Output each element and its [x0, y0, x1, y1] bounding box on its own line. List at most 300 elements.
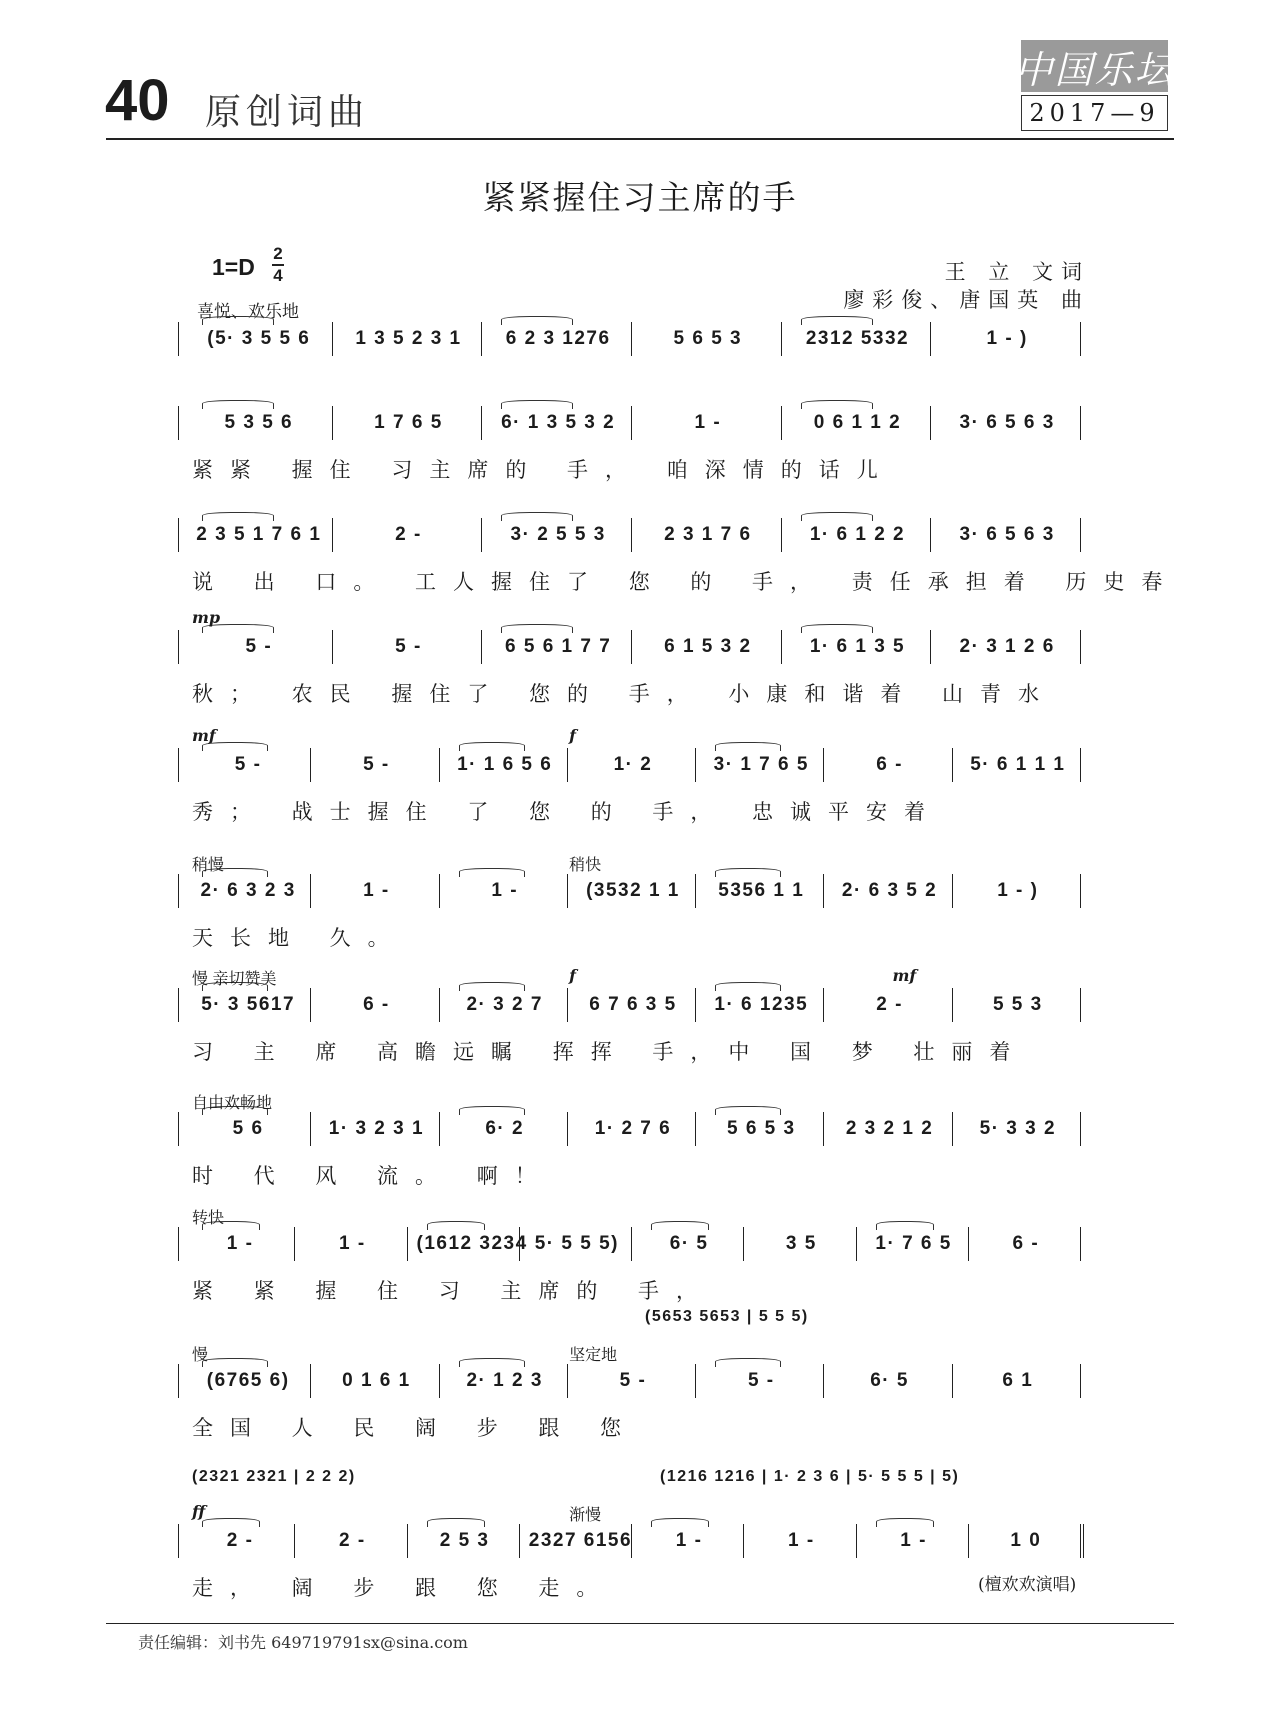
magazine-logo: 中国乐坛 — [1021, 40, 1168, 92]
measure-notes: 5 - — [363, 754, 390, 775]
slur — [876, 1221, 934, 1230]
measure — [192, 880, 304, 902]
barline — [1080, 1364, 1081, 1398]
measure — [416, 1233, 528, 1255]
measure-notes: 5 3 5 6 — [224, 412, 294, 433]
measure — [791, 636, 925, 658]
measure-notes: 3· 2 5 5 3 — [510, 524, 606, 545]
barline — [1080, 1227, 1081, 1261]
ossia-line-2: (1216 1216 | 1· 2 3 6 | 5· 5 5 5 | 5) — [660, 1468, 960, 1485]
measure-notes: 2· 6 3 2 3 — [200, 880, 296, 901]
barline — [178, 874, 179, 908]
measure — [577, 754, 689, 776]
measure — [962, 754, 1074, 776]
measure-notes: 1 - — [900, 1530, 927, 1551]
barline — [1080, 1524, 1090, 1558]
barline — [294, 1227, 295, 1261]
measure-notes: 5· 3 3 2 — [979, 1118, 1057, 1139]
slur — [801, 400, 873, 409]
measure — [577, 1118, 689, 1140]
dynamic-marking: mf — [192, 726, 216, 745]
footer-rule — [106, 1623, 1174, 1624]
measure-notes: 3· 1 7 6 5 — [713, 754, 809, 775]
barline — [178, 630, 179, 664]
measure — [866, 1530, 962, 1552]
measure — [320, 1370, 432, 1392]
lyrics-line: 走， 阔 步 跟 您 走。 — [192, 1576, 615, 1600]
measure — [641, 1233, 737, 1255]
measure — [705, 1370, 817, 1392]
measure — [491, 524, 625, 546]
barline — [930, 322, 931, 356]
measure — [753, 1530, 849, 1552]
slur — [501, 512, 573, 521]
tempo-direction: 坚定地 — [569, 1347, 618, 1364]
measure — [705, 880, 817, 902]
issue-number: 2017—9 — [1021, 95, 1168, 131]
dynamic-marking: ff — [192, 1502, 206, 1521]
slur — [427, 1221, 485, 1230]
measure — [705, 1118, 817, 1140]
lyrics-line: 紧 紧 握 住 习 主席的 手， — [192, 1279, 715, 1303]
measure-notes: 5 - — [245, 636, 273, 657]
barline — [178, 988, 179, 1022]
measure-notes: 1 - ) — [997, 880, 1039, 901]
measure — [791, 412, 925, 434]
measure-notes: 1 - — [339, 1233, 366, 1254]
measure-notes: 5 5 3 — [992, 994, 1043, 1015]
singer-credit: (檀欢欢演唱) — [978, 1575, 1077, 1595]
measure — [320, 880, 432, 902]
barline — [439, 748, 440, 782]
barline — [407, 1227, 408, 1261]
barline — [743, 1227, 744, 1261]
slur — [427, 1518, 485, 1527]
lyrics-line: 时 代 风 流。 啊！ — [192, 1164, 553, 1188]
barline — [178, 1227, 179, 1261]
time-bottom: 4 — [273, 266, 283, 285]
barline — [407, 1524, 408, 1558]
barline — [332, 518, 333, 552]
lyricist-credit: 王 立 文词 — [944, 260, 1090, 284]
barline — [631, 406, 632, 440]
barline — [695, 874, 696, 908]
barline — [856, 1227, 857, 1261]
slur — [651, 1518, 709, 1527]
tempo-direction: 渐慢 — [569, 1507, 602, 1524]
barline — [332, 630, 333, 664]
measure-notes: 3 5 — [785, 1233, 817, 1254]
measure-notes: 1· 2 7 6 — [594, 1118, 672, 1139]
barline — [567, 1112, 568, 1146]
barline — [823, 748, 824, 782]
measure — [962, 994, 1074, 1016]
header-rule — [106, 138, 1174, 140]
slur — [459, 868, 525, 877]
barline — [567, 1364, 568, 1398]
measure-notes: 2· 1 2 3 — [466, 1370, 543, 1391]
measure-notes: 5 6 5 3 — [673, 328, 743, 349]
slur — [715, 742, 781, 751]
barline — [178, 406, 179, 440]
measure — [192, 636, 326, 658]
lyrics-line: 全国 人 民 阔 步 跟 您 — [192, 1416, 639, 1440]
measure — [342, 636, 476, 658]
barline — [567, 988, 568, 1022]
measure-notes: 1· 6 1235 — [714, 994, 809, 1015]
measure-notes: 3· 6 5 6 3 — [959, 524, 1055, 545]
measure-notes: 6 - — [363, 994, 390, 1015]
dynamic-marking: mp — [192, 608, 221, 627]
measure-notes: (6765 6) — [206, 1370, 290, 1391]
barline — [631, 1524, 632, 1558]
dynamic-marking: mf — [892, 966, 917, 985]
barline — [178, 322, 179, 356]
barline — [332, 406, 333, 440]
barline — [695, 1364, 696, 1398]
measure — [491, 412, 625, 434]
measure-notes: 2· 3 1 2 6 — [959, 636, 1055, 657]
lyrics-line: 紧紧 握住 习主席的 手， 咱深情的话儿 — [192, 458, 895, 482]
barline — [178, 518, 179, 552]
measure — [192, 524, 326, 546]
measure-notes: 6 7 6 3 5 — [589, 994, 677, 1015]
barline — [952, 1112, 953, 1146]
barline — [1080, 406, 1081, 440]
measure-notes: 5 6 — [232, 1118, 264, 1139]
ossia-line: (2321 2321 | 2 2 2) — [192, 1468, 356, 1485]
measure-notes: 6 5 6 1 7 7 — [505, 636, 612, 657]
measure-notes: 5 - — [619, 1370, 647, 1391]
measure-notes: 2· 6 3 5 2 — [841, 880, 938, 901]
lyrics-line: 天长地 久。 — [192, 926, 406, 950]
measure-notes: 5 - — [395, 636, 422, 657]
barline — [823, 988, 824, 1022]
barline — [1080, 322, 1081, 356]
measure — [833, 880, 945, 902]
measure — [978, 1530, 1074, 1552]
measure-notes: 2 3 2 1 2 — [845, 1118, 934, 1139]
slur — [459, 982, 525, 991]
measure-notes: 1 3 5 2 3 1 — [355, 328, 462, 349]
measure-notes: 1 - — [675, 1530, 703, 1551]
barline — [631, 322, 632, 356]
barline — [310, 1112, 311, 1146]
slur — [202, 400, 274, 409]
tempo-direction: 稍快 — [569, 857, 602, 874]
lyrics-line: 秀； 战士握住 了 您 的 手， 忠诚平安着 — [192, 800, 943, 824]
tempo-direction: 转快 — [192, 1210, 225, 1227]
slur — [501, 400, 573, 409]
barline — [631, 630, 632, 664]
barline — [519, 1524, 520, 1558]
measure — [192, 1530, 288, 1552]
barline — [310, 1364, 311, 1398]
measure-notes: (3532 1 1 — [586, 880, 680, 901]
measure-notes: 2 5 3 — [439, 1530, 490, 1551]
tempo-direction: 自由欢畅地 — [192, 1095, 273, 1112]
barline — [930, 518, 931, 552]
barline — [856, 1524, 857, 1558]
measure — [304, 1530, 400, 1552]
slur — [801, 512, 873, 521]
barline — [439, 988, 440, 1022]
measure-notes: 2 - — [226, 1530, 254, 1551]
slur — [876, 1518, 934, 1527]
slur — [202, 1518, 260, 1527]
measure-notes: 6 2 3 1276 — [505, 328, 611, 349]
measure — [449, 880, 561, 902]
barline — [695, 1112, 696, 1146]
lyrics-line: 说 出 口。 工人握住了 您 的 手， 责任承担着 历史春 — [192, 570, 1180, 594]
measure — [791, 524, 925, 546]
barline — [481, 322, 482, 356]
measure — [705, 754, 817, 776]
measure — [641, 524, 775, 546]
measure — [962, 1370, 1074, 1392]
barline — [481, 518, 482, 552]
tempo-direction: 慢 — [192, 1347, 209, 1364]
measure-notes: 2 3 1 7 6 — [664, 524, 752, 545]
barline — [481, 406, 482, 440]
measure-notes: 6 1 — [1002, 1370, 1034, 1391]
barline — [781, 518, 782, 552]
measure-notes: 6· 2 — [485, 1118, 525, 1139]
measure-notes: 2312 5332 — [805, 328, 910, 349]
measure-notes: 1 - — [226, 1233, 254, 1254]
measure — [577, 880, 689, 902]
measure-notes: 2· 3 2 7 — [466, 994, 543, 1015]
barline — [952, 1364, 953, 1398]
measure — [641, 1530, 737, 1552]
measure — [320, 994, 432, 1016]
editor-credit: 责任编辑：刘书先 649719791sx@sina.com — [138, 1633, 468, 1652]
slur — [459, 1358, 525, 1367]
ossia-line: (5653 5653 | 5 5 5) — [645, 1308, 809, 1325]
measure — [791, 328, 925, 350]
measure — [449, 1370, 561, 1392]
barline — [567, 874, 568, 908]
slur — [202, 512, 274, 521]
key-signature: 1=D — [212, 254, 255, 280]
barline — [695, 988, 696, 1022]
song-title: 紧紧握住习主席的手 — [482, 178, 798, 217]
barline — [930, 406, 931, 440]
slur — [715, 982, 781, 991]
measure-notes: 6· 5 — [669, 1233, 709, 1254]
measure-notes: 2327 6156 — [528, 1530, 633, 1551]
measure — [342, 412, 476, 434]
slur — [501, 316, 573, 325]
barline — [952, 748, 953, 782]
barline — [968, 1524, 969, 1558]
measure-notes: 5 6 5 3 — [726, 1118, 796, 1139]
measure-notes: 1· 3 2 3 1 — [328, 1118, 425, 1139]
measure — [192, 754, 304, 776]
slur — [459, 1106, 525, 1115]
composer-credit: 廖彩俊、唐国英 曲 — [843, 288, 1090, 312]
measure — [192, 1233, 288, 1255]
measure-notes: 0 1 6 1 — [342, 1370, 411, 1391]
slur — [202, 1358, 268, 1367]
measure-notes: 1 - ) — [986, 328, 1028, 349]
measure — [449, 754, 561, 776]
dynamic-marking: f — [569, 726, 577, 745]
slur — [501, 624, 573, 633]
measure — [940, 328, 1074, 350]
barline — [1080, 874, 1081, 908]
barline — [519, 1227, 520, 1261]
measure — [866, 1233, 962, 1255]
measure — [833, 1370, 945, 1392]
time-top: 2 — [273, 244, 283, 263]
barline — [781, 630, 782, 664]
measure-notes: 6· 1 3 5 3 2 — [501, 412, 616, 433]
measure — [342, 328, 476, 350]
measure-notes: 5· 5 5 5) — [534, 1233, 619, 1254]
barline — [823, 1112, 824, 1146]
measure — [705, 994, 817, 1016]
barline — [952, 874, 953, 908]
measure-notes: (5· 3 5 5 6 — [207, 328, 311, 349]
barline — [1080, 748, 1081, 782]
measure — [833, 1118, 945, 1140]
barline — [178, 1524, 179, 1558]
slur — [202, 316, 274, 325]
barline — [1080, 518, 1081, 552]
barline — [310, 874, 311, 908]
barline — [439, 874, 440, 908]
measure — [528, 1530, 633, 1552]
slur — [715, 1358, 781, 1367]
measure-notes: 1· 1 6 5 6 — [457, 754, 553, 775]
measure — [304, 1233, 400, 1255]
measure — [940, 636, 1074, 658]
measure — [940, 412, 1074, 434]
tempo-direction: 稍慢 — [192, 857, 225, 874]
measure-notes: 1 - — [694, 412, 722, 433]
measure — [529, 1233, 625, 1255]
measure-notes: 6· 5 — [870, 1370, 909, 1391]
slur — [801, 316, 873, 325]
barline — [930, 630, 931, 664]
measure — [417, 1530, 513, 1552]
measure-notes: 1 0 — [1010, 1530, 1042, 1551]
measure-notes: 2 3 5 1 7 6 1 — [196, 524, 322, 545]
measure-notes: 6 - — [1012, 1233, 1040, 1254]
barline — [1080, 630, 1081, 664]
measure — [342, 524, 476, 546]
measure-notes: 6 - — [876, 754, 903, 775]
barline — [294, 1524, 295, 1558]
measure-notes: 1· 2 — [613, 754, 653, 775]
lyrics-line: 秋； 农民 握住了 您的 手， 小康和谐着 山青水 — [192, 682, 1057, 706]
measure — [491, 636, 625, 658]
barline — [952, 988, 953, 1022]
slur — [715, 868, 781, 877]
measure — [641, 412, 775, 434]
barline — [567, 748, 568, 782]
measure — [978, 1233, 1074, 1255]
measure-notes: 1 7 6 5 — [374, 412, 443, 433]
barline — [310, 988, 311, 1022]
slur — [459, 742, 525, 751]
measure — [192, 1118, 304, 1140]
measure — [192, 994, 304, 1016]
lyrics-line: 习 主 席 高瞻远瞩 挥挥 手，中 国 梦 壮丽着 — [192, 1040, 1028, 1064]
measure — [753, 1233, 849, 1255]
barline — [1080, 988, 1081, 1022]
measure — [641, 636, 775, 658]
barline — [695, 748, 696, 782]
measure — [192, 412, 326, 434]
barline — [631, 518, 632, 552]
measure-notes: 5 - — [234, 754, 262, 775]
barline — [781, 406, 782, 440]
barline — [481, 630, 482, 664]
measure-notes: 1· 7 6 5 — [875, 1233, 952, 1254]
measure — [641, 328, 775, 350]
measure — [577, 994, 689, 1016]
barline — [743, 1524, 744, 1558]
measure-notes: 5 - — [747, 1370, 775, 1391]
slur — [651, 1221, 709, 1230]
barline — [631, 1227, 632, 1261]
slur — [801, 624, 873, 633]
barline — [781, 322, 782, 356]
slur — [715, 1106, 781, 1115]
barline — [968, 1227, 969, 1261]
time-signature — [272, 244, 284, 286]
barline — [823, 874, 824, 908]
barline — [439, 1364, 440, 1398]
measure-notes: 5356 1 1 — [718, 880, 805, 901]
barline — [332, 322, 333, 356]
measure — [320, 754, 432, 776]
measure-notes: 1 - — [363, 880, 390, 901]
measure-notes: 0 6 1 1 2 — [813, 412, 902, 433]
barline — [178, 1364, 179, 1398]
measure-notes: (1612 3234 — [416, 1233, 528, 1254]
measure — [833, 994, 945, 1016]
measure-notes: 6 1 5 3 2 — [664, 636, 752, 657]
measure — [320, 1118, 432, 1140]
measure-notes: 1· 6 1 2 2 — [809, 524, 906, 545]
measure-notes: 1· 6 1 3 5 — [809, 636, 906, 657]
measure — [962, 880, 1074, 902]
measure-notes: 2 - — [339, 1530, 366, 1551]
dynamic-marking: f — [569, 966, 577, 985]
measure-notes: 1 - — [788, 1530, 815, 1551]
measure — [449, 1118, 561, 1140]
barline — [178, 748, 179, 782]
measure — [577, 1370, 689, 1392]
measure — [940, 524, 1074, 546]
barline — [823, 1364, 824, 1398]
measure — [962, 1118, 1074, 1140]
measure — [192, 1370, 304, 1392]
measure — [192, 328, 326, 350]
measure-notes: 5· 3 5617 — [201, 994, 296, 1015]
measure-notes: 3· 6 5 6 3 — [959, 412, 1055, 433]
section-title: 原创词曲 — [205, 92, 370, 133]
page-number: 40 — [105, 68, 170, 133]
measure-notes: 1 - — [491, 880, 519, 901]
measure-notes: 2 - — [876, 994, 903, 1015]
measure — [833, 754, 945, 776]
barline — [439, 1112, 440, 1146]
measure-notes: 5· 6 1 1 1 — [970, 754, 1066, 775]
